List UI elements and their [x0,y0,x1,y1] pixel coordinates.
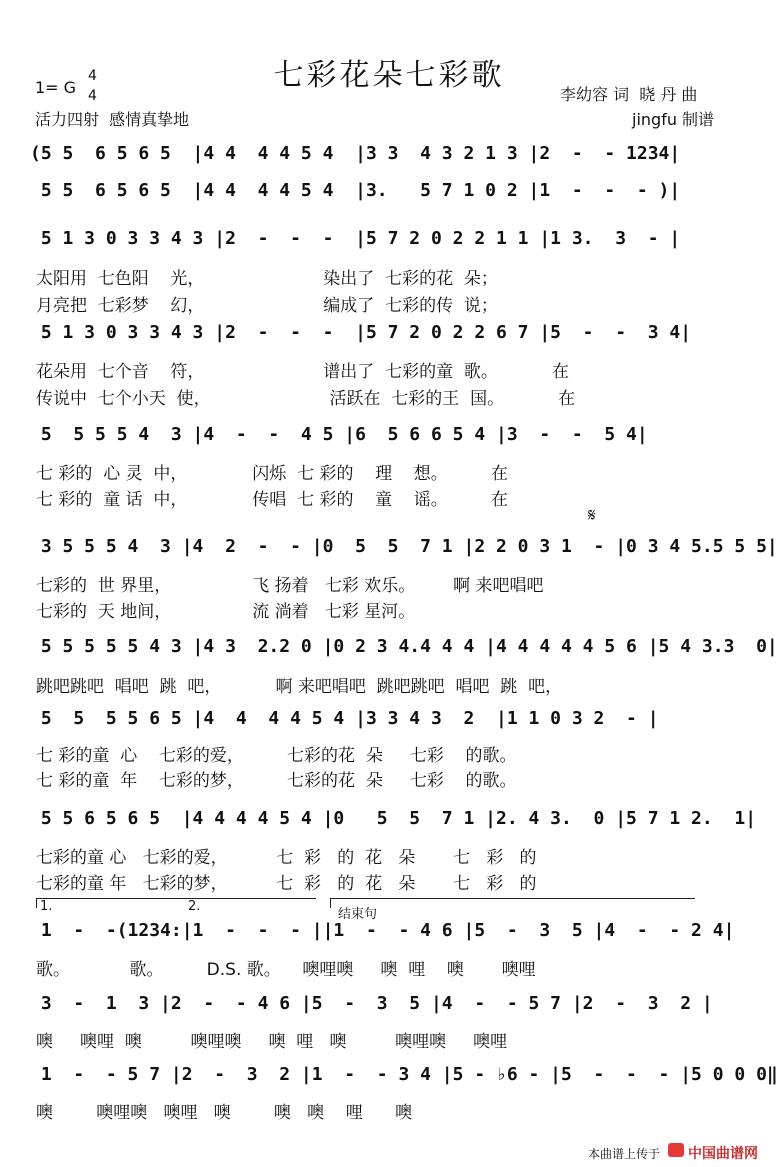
time-signature-top: 4 [88,68,97,84]
lyrics-line-8b: 七 彩的童 年 七彩的梦， 七彩的花 朵 七彩 的歌。 [36,771,517,791]
coda-label: 结束句 [338,907,378,922]
notation-line-2: 5 5 6 5 6 5 |4 4 4 4 5 4 |3. 5 7 1 0 2 |1 - - - )| [30,180,681,201]
lyrics-line-5a: 七 彩的 心 灵 中， 闪烁 七 彩的 理 想。 在 [36,464,508,484]
lyrics-line-9b: 七彩的童 年 七彩的梦， 七 彩 的 花 朵 七 彩 的 [36,874,537,894]
volta-1-bracket [36,898,316,899]
notation-line-8: 5 5 5 5 6 5 |4 4 4 4 5 4 |3 3 4 3 2 |1 1 0 3 2 - | [30,708,659,729]
site-logo-icon [668,1143,684,1157]
lyrics-line-4a: 花朵用 七个音 符， 谱出了 七彩的童 歌。 在 [36,362,569,382]
lyrics-line-11: 噢 噢哩 噢 噢哩噢 噢 哩 噢 噢哩噢 噢哩 [36,1032,508,1052]
volta-1-edge [36,898,37,908]
arranger: jingfu 制谱 [632,110,715,129]
time-signature-bottom: 4 [88,88,97,104]
lyrics-line-6b: 七彩的 天 地间， 流 淌着 七彩 星河。 [36,602,416,622]
performance-direction: 活力四射 感情真挚地 [35,110,190,129]
lyrics-line-9a: 七彩的童 心 七彩的爱， 七 彩 的 花 朵 七 彩 的 [36,848,537,868]
lyrics-line-3a: 太阳用 七色阳 光， 染出了 七彩的花 朵； [36,269,498,289]
lyrics-line-8a: 七 彩的童 心 七彩的爱， 七彩的花 朵 七彩 的歌。 [36,746,517,766]
lyrics-line-7: 跳吧跳吧 唱吧 跳 吧， 啊 来吧唱吧 跳吧跳吧 唱吧 跳 吧， [36,677,563,697]
lyrics-line-10: 歌。 歌。 D.S. 歌。 噢哩噢 噢 哩 噢 噢哩 [36,960,536,980]
lyrics-line-3b: 月亮把 七彩梦 幻， 编成了 七彩的传 说； [36,296,498,316]
key-signature: 1= G [35,78,77,97]
volta-2-label: 2. [188,899,201,914]
notation-line-4: 5 1 3 0 3 3 4 3 |2 - - - |5 7 2 0 2 2 6 7 |5 - - 3 4| [30,322,692,343]
segno-sign: 𝄋 [588,505,596,526]
site-brand-link[interactable]: 中国曲谱网 [688,1146,758,1162]
coda-bracket-edge [330,898,331,908]
upload-note: 本曲谱上传于 [588,1147,661,1161]
notation-line-6: 3 5 5 5 4 3 |4 2 - - |0 5 5 7 1 |2 2 0 3 1 - |0 3 4 5.5 5 5| [30,536,778,557]
notation-line-7: 5 5 5 5 5 4 3 |4 3 2.2 0 |0 2 3 4.4 4 4 |4 4 4 4 4 5 6 |5 4 3.3 0| [30,636,778,657]
volta-1-label: 1. [40,899,53,914]
notation-line-11: 3 - 1 3 |2 - - 4 6 |5 - 3 5 |4 - - 5 7 |2 - 3 2 | [30,993,713,1014]
notation-line-10: 1 - -(1234:|1 - - - ||1 - - 4 6 |5 - 3 5 |4 - - 2 4| [30,920,735,941]
notation-line-1: (5 5 6 5 6 5 |4 4 4 4 5 4 |3 3 4 3 2 1 3 |2 - - 1234| [30,143,681,164]
lyrics-line-6a: 七彩的 世 界里， 飞 扬着 七彩 欢乐。 啊 来吧唱吧 [36,576,544,596]
notation-line-5: 5 5 5 5 4 3 |4 - - 4 5 |6 5 6 6 5 4 |3 - - 5 4| [30,424,648,445]
notation-line-9: 5 5 6 5 6 5 |4 4 4 4 5 4 |0 5 5 7 1 |2. 4 3. 0 |5 7 1 2. 1| [30,808,757,829]
credits: 李幼容 词 晓 丹 曲 [560,85,698,104]
notation-line-3: 5 1 3 0 3 3 4 3 |2 - - - |5 7 2 0 2 2 1 1 |1 3. 3 - | [30,228,681,249]
lyrics-line-4b: 传说中 七个小天 使， 活跃在 七彩的王 国。 在 [36,389,576,409]
lyrics-line-12: 噢 噢哩噢 噢哩 噢 噢 噢 哩 噢 [36,1103,413,1123]
coda-bracket [330,898,695,899]
lyrics-line-5b: 七 彩的 童 话 中， 传唱 七 彩的 童 谣。 在 [36,490,508,510]
song-title: 七彩花朵七彩歌 [273,58,505,93]
notation-line-12: 1 - - 5 7 |2 - 3 2 |1 - - 3 4 |5 - ♭6 - |5 - - - |5 0 0 0‖ [30,1064,778,1085]
